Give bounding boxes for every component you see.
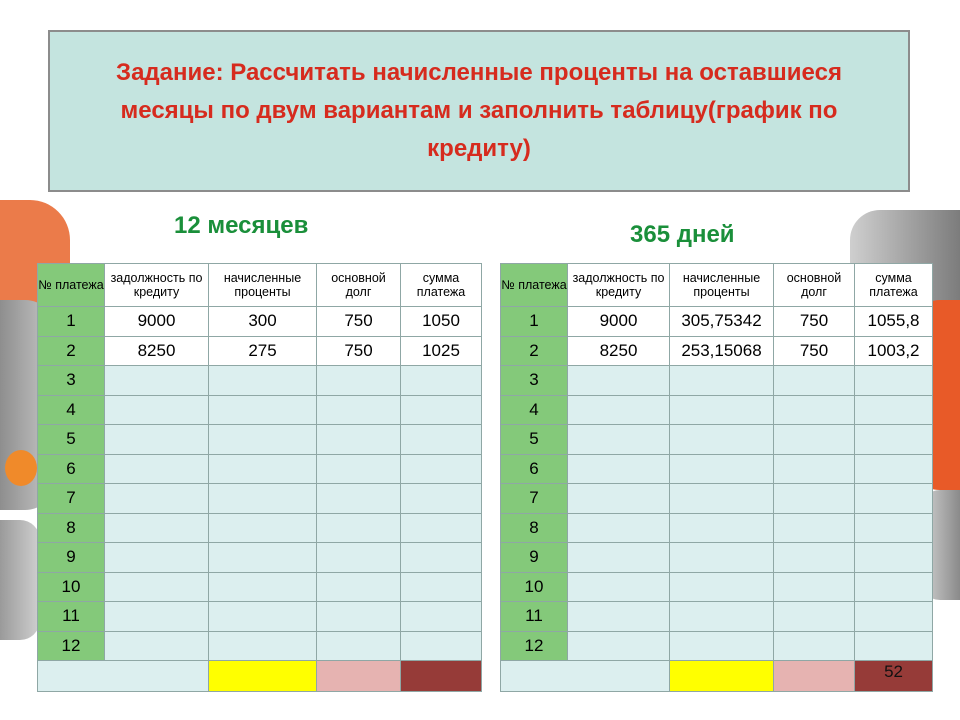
cell-debt: 8250 [105, 336, 209, 366]
cell-debt[interactable] [105, 513, 209, 543]
cell-interest[interactable] [670, 484, 774, 514]
cell-principal[interactable] [774, 484, 855, 514]
cell-interest: 305,75342 [670, 307, 774, 337]
right-table-caption: 365 дней [630, 221, 735, 248]
table-row [501, 631, 933, 661]
cell-debt[interactable] [105, 484, 209, 514]
cell-debt[interactable] [105, 366, 209, 396]
cell-principal[interactable] [774, 513, 855, 543]
cell-payment-sum[interactable] [855, 484, 933, 514]
cell-debt[interactable] [105, 543, 209, 573]
table-row [501, 395, 933, 425]
row-number-cell: 9 [38, 543, 105, 573]
table-row [501, 572, 933, 602]
table-row [38, 631, 482, 661]
cell-debt[interactable] [568, 572, 670, 602]
row-number-cell: 10 [501, 572, 568, 602]
cell-payment-sum[interactable] [855, 602, 933, 632]
column-header-payment-sum: сумма платежа [401, 264, 482, 307]
cell-debt[interactable] [568, 602, 670, 632]
cell-payment-sum: 1025 [401, 336, 482, 366]
table-row [38, 484, 482, 514]
row-number-cell: 7 [501, 484, 568, 514]
column-header-payment-sum: сумма платежа [855, 264, 933, 307]
cell-interest[interactable] [670, 454, 774, 484]
cell-debt[interactable] [105, 395, 209, 425]
cell-interest[interactable] [209, 513, 317, 543]
cell-debt: 8250 [568, 336, 670, 366]
cell-interest[interactable] [209, 454, 317, 484]
cell-interest[interactable] [209, 484, 317, 514]
cell-payment-sum: 1003,2 [855, 336, 933, 366]
totals-label-cell[interactable] [501, 661, 670, 692]
cell-interest[interactable] [670, 395, 774, 425]
table-row [38, 307, 482, 337]
cell-payment-sum: 1055,8 [855, 307, 933, 337]
table-row [38, 513, 482, 543]
cell-payment-sum[interactable] [401, 425, 482, 455]
cell-payment-sum[interactable] [401, 602, 482, 632]
cell-principal[interactable] [774, 572, 855, 602]
cell-debt[interactable] [105, 602, 209, 632]
page-number: 52 [884, 662, 903, 681]
table-row [38, 366, 482, 396]
cell-debt[interactable] [568, 425, 670, 455]
total-payment-cell[interactable] [401, 661, 482, 692]
table-row [38, 454, 482, 484]
total-principal-cell[interactable] [317, 661, 401, 692]
cell-principal[interactable] [317, 395, 401, 425]
cell-interest[interactable] [670, 425, 774, 455]
row-number-cell: 12 [501, 631, 568, 661]
table-row [501, 425, 933, 455]
cell-principal[interactable] [317, 631, 401, 661]
cell-principal[interactable] [774, 395, 855, 425]
row-number-cell: 1 [38, 307, 105, 337]
cell-principal[interactable] [774, 366, 855, 396]
cell-payment-sum[interactable] [401, 543, 482, 573]
table-row [38, 395, 482, 425]
task-title-box [48, 30, 910, 192]
cell-principal: 750 [317, 336, 401, 366]
cell-payment-sum[interactable] [855, 366, 933, 396]
total-interest-cell[interactable] [670, 661, 774, 692]
cell-interest[interactable] [209, 366, 317, 396]
totals-row [501, 661, 933, 692]
cell-principal[interactable] [317, 454, 401, 484]
table-row [38, 572, 482, 602]
cell-debt[interactable] [568, 543, 670, 573]
cell-debt[interactable] [568, 366, 670, 396]
row-number-cell: 11 [38, 602, 105, 632]
table-row [38, 425, 482, 455]
row-number-cell: 10 [38, 572, 105, 602]
cell-debt[interactable] [568, 454, 670, 484]
table-row [501, 366, 933, 396]
cell-debt[interactable] [105, 454, 209, 484]
decorative-puzzle-piece [0, 520, 40, 640]
cell-principal[interactable] [317, 425, 401, 455]
table-row [501, 602, 933, 632]
cell-principal[interactable] [774, 425, 855, 455]
cell-principal: 750 [317, 307, 401, 337]
cell-interest[interactable] [670, 572, 774, 602]
cell-principal: 750 [774, 307, 855, 337]
cell-principal[interactable] [317, 513, 401, 543]
cell-debt: 9000 [105, 307, 209, 337]
cell-interest[interactable] [209, 602, 317, 632]
cell-interest[interactable] [209, 425, 317, 455]
cell-payment-sum[interactable] [855, 425, 933, 455]
left-table-caption: 12 месяцев [174, 212, 309, 239]
row-number-cell: 4 [38, 395, 105, 425]
cell-principal[interactable] [317, 543, 401, 573]
cell-payment-sum[interactable] [855, 395, 933, 425]
row-number-cell: 9 [501, 543, 568, 573]
cell-principal: 750 [774, 336, 855, 366]
cell-debt[interactable] [105, 572, 209, 602]
table-header-row [38, 264, 482, 307]
row-number-cell: 12 [38, 631, 105, 661]
column-header-interest: начисленные проценты [209, 264, 317, 307]
row-number-cell: 1 [501, 307, 568, 337]
cell-debt[interactable] [568, 395, 670, 425]
row-number-cell: 6 [38, 454, 105, 484]
row-number-cell: 4 [501, 395, 568, 425]
column-header-principal: основной долг [317, 264, 401, 307]
cell-debt[interactable] [105, 425, 209, 455]
column-header-debt: задолжность по кредиту [105, 264, 209, 307]
cell-interest[interactable] [670, 543, 774, 573]
row-number-cell: 5 [38, 425, 105, 455]
cell-principal[interactable] [317, 366, 401, 396]
column-header-payment-number: № платежа [501, 264, 568, 307]
totals-row [38, 661, 482, 692]
table-row [501, 484, 933, 514]
row-number-cell: 3 [501, 366, 568, 396]
row-number-cell: 3 [38, 366, 105, 396]
table-row [501, 307, 933, 337]
cell-principal[interactable] [774, 543, 855, 573]
cell-payment-sum[interactable] [855, 543, 933, 573]
cell-interest[interactable] [670, 602, 774, 632]
cell-interest: 275 [209, 336, 317, 366]
cell-interest[interactable] [209, 631, 317, 661]
column-header-principal: основной долг [774, 264, 855, 307]
column-header-debt: задолжность по кредиту [568, 264, 670, 307]
table-row [501, 336, 933, 366]
row-number-cell: 11 [501, 602, 568, 632]
cell-interest[interactable] [670, 513, 774, 543]
column-header-interest: начисленные проценты [670, 264, 774, 307]
column-header-payment-number: № платежа [38, 264, 105, 307]
cell-payment-sum[interactable] [401, 454, 482, 484]
table-row [501, 543, 933, 573]
decorative-puzzle-piece [5, 450, 37, 486]
cell-principal[interactable] [774, 454, 855, 484]
cell-payment-sum[interactable] [401, 513, 482, 543]
cell-interest[interactable] [209, 543, 317, 573]
cell-payment-sum[interactable] [855, 454, 933, 484]
table-row [38, 602, 482, 632]
cell-interest: 253,15068 [670, 336, 774, 366]
cell-debt[interactable] [568, 484, 670, 514]
table-header-row [501, 264, 933, 307]
left-credit-schedule-table [37, 263, 482, 692]
totals-label-cell[interactable] [38, 661, 209, 692]
cell-interest[interactable] [670, 631, 774, 661]
row-number-cell: 8 [38, 513, 105, 543]
right-credit-schedule-table [500, 263, 933, 692]
cell-payment-sum[interactable] [855, 631, 933, 661]
cell-principal[interactable] [774, 602, 855, 632]
row-number-cell: 2 [38, 336, 105, 366]
cell-payment-sum: 1050 [401, 307, 482, 337]
cell-principal[interactable] [317, 602, 401, 632]
table-row [501, 454, 933, 484]
row-number-cell: 2 [501, 336, 568, 366]
cell-debt[interactable] [105, 631, 209, 661]
cell-interest: 300 [209, 307, 317, 337]
total-interest-cell[interactable] [209, 661, 317, 692]
cell-payment-sum[interactable] [401, 395, 482, 425]
row-number-cell: 6 [501, 454, 568, 484]
cell-debt[interactable] [568, 513, 670, 543]
cell-payment-sum[interactable] [401, 366, 482, 396]
cell-payment-sum[interactable] [855, 513, 933, 543]
cell-debt[interactable] [568, 631, 670, 661]
cell-debt: 9000 [568, 307, 670, 337]
cell-payment-sum[interactable] [855, 572, 933, 602]
cell-interest[interactable] [209, 572, 317, 602]
row-number-cell: 7 [38, 484, 105, 514]
cell-interest[interactable] [670, 366, 774, 396]
row-number-cell: 8 [501, 513, 568, 543]
total-principal-cell[interactable] [774, 661, 855, 692]
cell-interest[interactable] [209, 395, 317, 425]
table-row [38, 543, 482, 573]
task-title: Задание: Рассчитать начисленные проценты на оставшиеся месяцы по двум вариантам и заполнить таблицу(график по кредиту) [116, 59, 842, 162]
cell-principal[interactable] [774, 631, 855, 661]
cell-principal[interactable] [317, 484, 401, 514]
row-number-cell: 5 [501, 425, 568, 455]
cell-principal[interactable] [317, 572, 401, 602]
table-row [501, 513, 933, 543]
cell-payment-sum[interactable] [401, 572, 482, 602]
table-row [38, 336, 482, 366]
cell-payment-sum[interactable] [401, 484, 482, 514]
cell-payment-sum[interactable] [401, 631, 482, 661]
